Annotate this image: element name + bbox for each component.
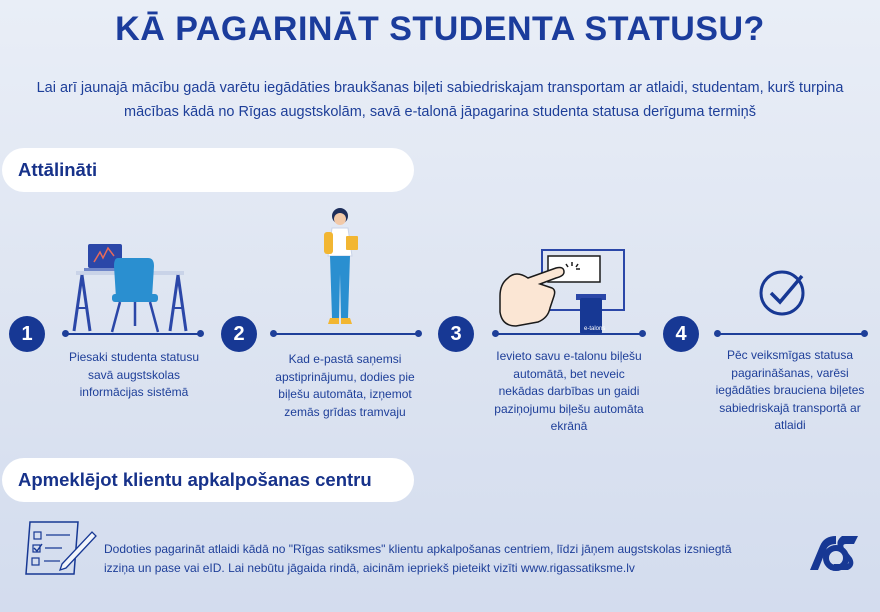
step-1-text: Piesaki studenta statusu savā augstskolas informācijas sistēmā	[68, 350, 200, 399]
step-3-text: Ievieto savu e-talonu biļešu automātā, bet neveic nekādas darbības un gaidi paziņojumu biļešu automāta ekrānā	[494, 349, 644, 433]
step-4-line	[716, 333, 866, 335]
hand-ticket-machine-icon	[494, 248, 634, 338]
step-2-text: Kad e-pastā saņemsi apstiprinājumu, dodies pie biļešu automāta, izņemot zemās grīdas tramvaju	[275, 352, 415, 419]
card-label: e-talons	[584, 326, 606, 332]
desk-laptop-icon	[70, 236, 190, 336]
section-remote	[2, 148, 414, 192]
step-3-line	[494, 333, 644, 335]
document-checklist-icon	[22, 518, 100, 582]
step-2-line	[272, 333, 420, 335]
section-center	[2, 458, 414, 502]
step-3-number: 3	[438, 316, 474, 352]
step-4-number: 4	[663, 316, 699, 352]
step-2-number: 2	[221, 316, 257, 352]
page-title: KĀ PAGARINĀT STUDENTA STATUSU?	[115, 10, 765, 48]
checkmark-circle-icon	[758, 268, 808, 318]
intro-text: Lai arī jaunajā mācību gadā varētu iegādāties braukšanas biļeti sabiedriskajam transportam ar atlaidi, studentam, kurš turpina mācības kādā no Rīgas augstskolām, savā e-talonā jāpagarina studenta statusa derīguma termiņš	[36, 80, 844, 120]
student-girl-icon	[310, 204, 370, 334]
rigas-satiksme-logo	[806, 530, 860, 574]
step-4-text: Pēc veiksmīgas statusa pagarināšanas, varēsi iegādāties brauciena biļetes sabiedriskajā transportā ar atlaidi	[715, 348, 865, 432]
step-1-line	[64, 333, 202, 335]
step-1-number: 1	[9, 316, 45, 352]
footer-text: Dodoties pagarināt atlaidi kādā no "Rīgas satiksmes" klientu apkalpošanas centriem, līdzi jāņem augstskolas izsniegtā izziņa un pase vai eID. Lai nebūtu jāgaida rindā, aicinām iepriekš pieteikt vizīti www.rigassatiksme.lv	[104, 542, 732, 575]
section-remote-label: Attālināti	[18, 159, 98, 180]
section-center-label: Apmeklējot klientu apkalpošanas centru	[18, 469, 372, 490]
